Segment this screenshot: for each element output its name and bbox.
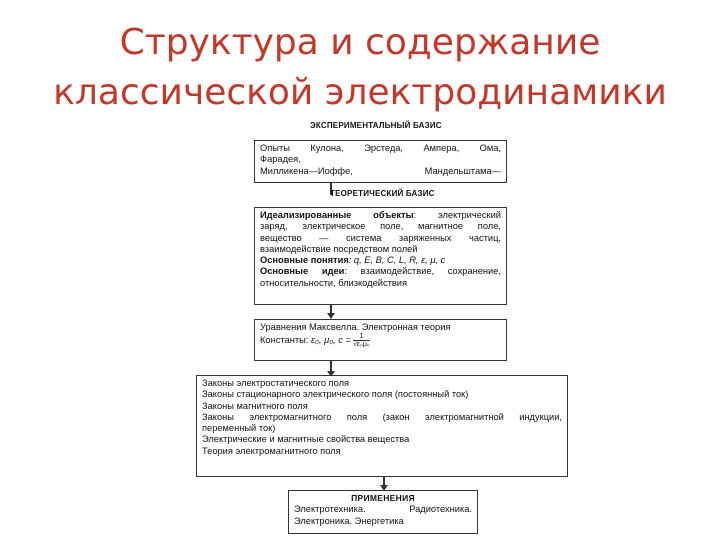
applications-line-2: Электроника. Энергетика bbox=[294, 515, 404, 526]
maxwell-line-1: Уравнения Максвелла. Электронная теория bbox=[260, 322, 451, 332]
fraction-numerator: 1 bbox=[353, 333, 370, 341]
theoretical-line-4: взаимодействие посредством полей bbox=[260, 243, 418, 254]
applications-heading: ПРИМЕНЕНИЯ bbox=[351, 493, 415, 503]
laws-line-5: переменный ток) bbox=[202, 423, 276, 434]
theoretical-line-7: относительности, близкодействия bbox=[260, 277, 408, 288]
constants-label: Константы: bbox=[260, 335, 309, 346]
title-line-1: Структура и содержание bbox=[119, 22, 601, 63]
laws-line-1: Законы электростатического поля bbox=[202, 378, 350, 388]
theoretical-basis-box bbox=[254, 207, 507, 305]
basic-ideas-heading: Основные идеи bbox=[260, 266, 345, 277]
fraction-denominator: √ε₀μ₀ bbox=[352, 341, 370, 349]
idealized-objects-heading: Идеализированные объекты bbox=[260, 210, 414, 220]
laws-box bbox=[196, 375, 568, 477]
basic-concepts-heading: Основные понятия bbox=[260, 255, 349, 266]
idealized-objects-text: : электрический bbox=[413, 210, 501, 220]
theoretical-basis-label: ТЕОРЕТИЧЕСКИЙ БАЗИС bbox=[330, 189, 435, 198]
basic-ideas-line bbox=[260, 266, 501, 277]
experimental-basis-label: ЭКСПЕРИМЕНТАЛЬНЫЙ БАЗИС bbox=[310, 121, 442, 130]
laws-line-4: Законы электромагнитного поля (закон электромагнитной индукции, bbox=[202, 411, 562, 422]
idealized-objects-line bbox=[260, 210, 501, 221]
title-line-2: классической электродинамики bbox=[53, 72, 667, 113]
experimental-basis-box bbox=[254, 140, 507, 183]
experimental-line-2: Фарадея, bbox=[260, 154, 301, 165]
experimental-line-1: Опыты Кулона, Эрстеда, Ампера, Ома, bbox=[260, 143, 501, 153]
light-speed-fraction bbox=[353, 333, 370, 348]
constants-value: ε₀, μ₀, c = bbox=[310, 335, 351, 346]
laws-line-3: Законы магнитного поля bbox=[202, 400, 308, 411]
experimental-line-3: Милликена—Иоффе, Мандельштама— bbox=[260, 165, 501, 176]
basic-concepts-text: : q, E, B, C, L, R, ε, μ, c bbox=[348, 255, 446, 266]
maxwell-box bbox=[254, 319, 507, 361]
laws-line-2: Законы стационарного электрического поля (постоянный ток) bbox=[202, 389, 469, 400]
applications-line-1: Электротехника. Радиотехника. bbox=[294, 504, 472, 515]
basic-concepts-line bbox=[260, 255, 501, 266]
basic-ideas-text: : взаимодействие, сохранение, bbox=[344, 266, 501, 277]
laws-line-7: Теория электромагнитного поля bbox=[202, 445, 341, 456]
applications-box bbox=[288, 490, 478, 534]
theoretical-line-2: заряд, электрическое поле, магнитное поле, bbox=[260, 221, 501, 232]
laws-line-6: Электрические и магнитные свойства вещества bbox=[202, 434, 410, 445]
constants-line bbox=[260, 333, 501, 348]
theoretical-line-3: вещество — система заряженных частиц, bbox=[260, 232, 501, 243]
